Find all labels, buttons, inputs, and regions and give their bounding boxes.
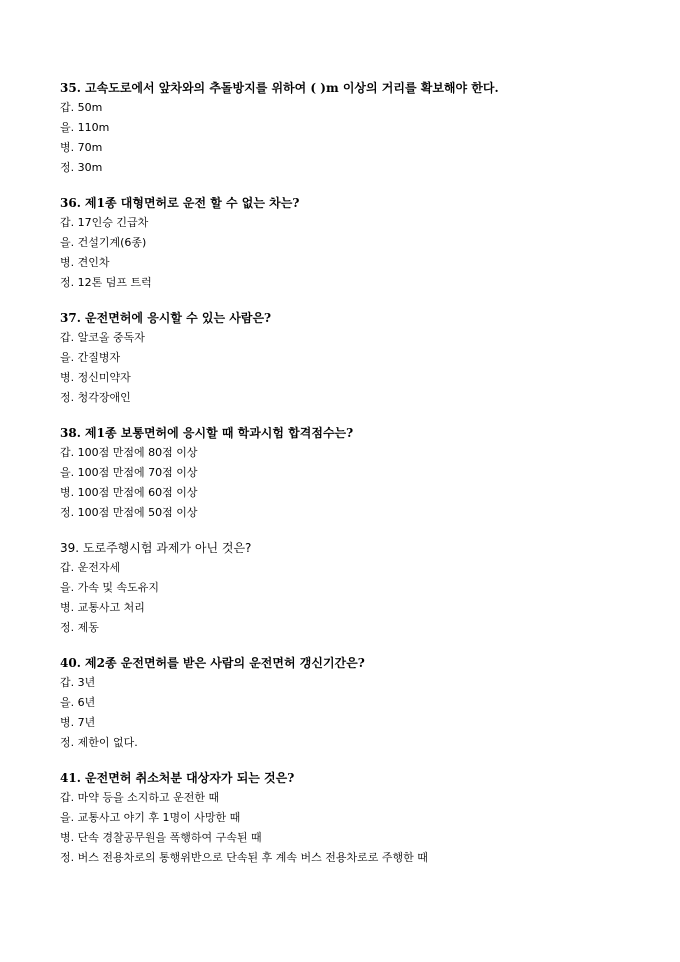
option-eul: 을. 교통사고 야기 후 1명이 사망한 때 [60, 811, 241, 824]
option-gap: 갑. 3년 [60, 676, 96, 689]
question-39 [60, 539, 660, 638]
option-eul: 을. 가속 및 속도유지 [60, 581, 159, 594]
option-byeong: 병. 정신미약자 [60, 371, 131, 384]
option-jeong: 정. 제한이 없다. [60, 736, 138, 749]
option-eul: 을. 간질병자 [60, 351, 121, 364]
option-gap: 갑. 운전자세 [60, 561, 121, 574]
question-list [60, 79, 660, 884]
option-gap: 갑. 50m [60, 101, 103, 114]
option-eul: 을. 110m [60, 121, 110, 134]
question-37 [60, 309, 660, 408]
option-byeong: 병. 견인차 [60, 256, 110, 269]
option-jeong: 정. 청각장애인 [60, 391, 131, 404]
question-title: 35. 고속도로에서 앞차와의 추돌방지를 위하여 ( )m 이상의 거리를 확보해야 한다. [60, 81, 499, 95]
option-eul: 을. 6년 [60, 696, 96, 709]
question-41 [60, 769, 660, 868]
question-title: 36. 제1종 대형면허로 운전 할 수 없는 차는? [60, 196, 300, 210]
question-title: 37. 운전면허에 응시할 수 있는 사람은? [60, 311, 272, 325]
option-jeong: 정. 버스 전용차로의 통행위반으로 단속된 후 계속 버스 전용차로로 주행한 때 [60, 851, 428, 864]
question-40 [60, 654, 660, 753]
option-byeong: 병. 70m [60, 141, 103, 154]
question-38 [60, 424, 660, 523]
option-eul: 을. 건설기계(6종) [60, 236, 147, 249]
option-byeong: 병. 7년 [60, 716, 96, 729]
question-36 [60, 194, 660, 293]
option-jeong: 정. 30m [60, 161, 103, 174]
option-gap: 갑. 100점 만점에 80점 이상 [60, 446, 198, 459]
question-title: 39. 도로주행시험 과제가 아닌 것은? [60, 541, 252, 555]
option-jeong: 정. 12톤 덤프 트럭 [60, 276, 152, 289]
option-byeong: 병. 100점 만점에 60점 이상 [60, 486, 198, 499]
option-gap: 갑. 17인승 긴급차 [60, 216, 149, 229]
question-title: 41. 운전면허 취소처분 대상자가 되는 것은? [60, 771, 295, 785]
question-35 [60, 79, 660, 178]
option-byeong: 병. 단속 경찰공무원을 폭행하여 구속된 때 [60, 831, 262, 844]
question-title: 40. 제2종 운전면허를 받은 사람의 운전면허 갱신기간은? [60, 656, 365, 670]
option-gap: 갑. 마약 등을 소지하고 운전한 때 [60, 791, 220, 804]
option-gap: 갑. 알코올 중독자 [60, 331, 145, 344]
option-eul: 을. 100점 만점에 70점 이상 [60, 466, 198, 479]
option-jeong: 정. 제동 [60, 621, 99, 634]
question-title: 38. 제1종 보통면허에 응시할 때 학과시험 합격점수는? [60, 426, 354, 440]
option-byeong: 병. 교통사고 처리 [60, 601, 145, 614]
option-jeong: 정. 100점 만점에 50점 이상 [60, 506, 198, 519]
